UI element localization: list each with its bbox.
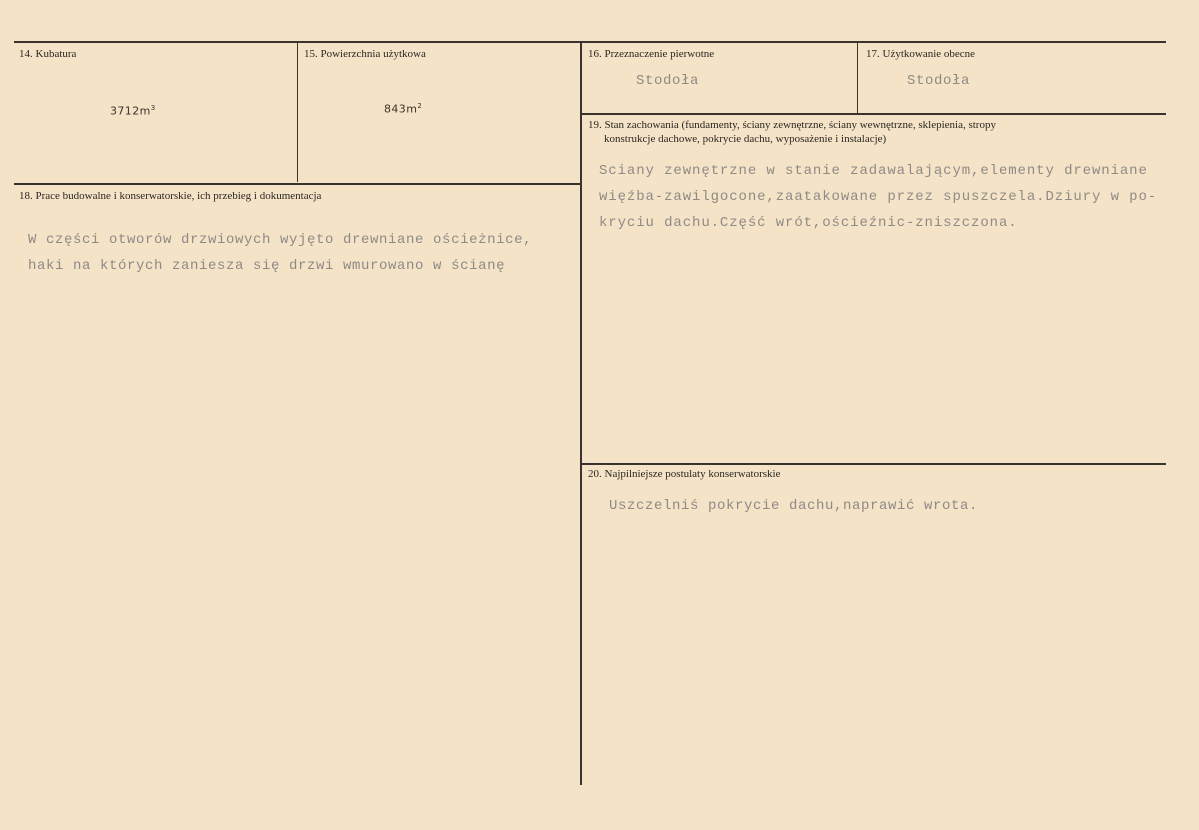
center-divider xyxy=(580,43,582,785)
field-16-label: 16. Przeznaczenie pierwotne xyxy=(588,48,715,60)
field-15-label: 15. Powierzchnia użytkowa xyxy=(304,48,426,60)
field-15-value xyxy=(384,102,422,116)
field-18-label: 18. Prace budowalne i konserwatorskie, ich przebieg i dokumentacja xyxy=(19,190,322,202)
field-14-unit-sup: 3 xyxy=(150,104,156,112)
field-19-label-line-2: konstrukcje dachowe, pokrycie dachu, wyposażenie i instalacje) xyxy=(604,133,887,145)
field-14-value xyxy=(110,104,156,118)
field-19-label-line-1: 19. Stan zachowania (fundamenty, ściany zewnętrzne, ściany wewnętrzne, sklepienia, stropy xyxy=(588,119,996,131)
field-19-text xyxy=(599,158,1157,236)
field-18-line-2: haki na których zaniesza się drzwi wmurowano w ścianę xyxy=(28,258,506,274)
field-20-label: 20. Najpilniejsze postulaty konserwatorskie xyxy=(588,468,781,480)
field-14-number: 3712m xyxy=(110,104,151,118)
field-15-number: 843m xyxy=(384,102,418,116)
field-19-line-3: kryciu dachu.Część wrót,ościeźnic-zniszczona. xyxy=(599,215,1018,231)
rule-below-14-15 xyxy=(14,183,582,185)
divider-16-17 xyxy=(857,43,858,113)
rule-below-16-17 xyxy=(582,113,1166,115)
field-18-text xyxy=(28,227,532,279)
field-15-unit-sup: 2 xyxy=(417,102,423,110)
field-18-line-1: W części otworów drzwiowych wyjęto drewniane ościeżnice, xyxy=(28,232,533,248)
divider-14-15 xyxy=(297,43,298,182)
field-16-value: Stodoła xyxy=(636,73,700,89)
field-19-line-2: więźba-zawilgocone,zaatakowane przez spuszczela.Dziury w po- xyxy=(599,189,1158,205)
field-17-value: Stodoła xyxy=(907,73,971,89)
field-19-line-1: Sciany zewnętrzne w stanie zadawalającym,elementy drewniane xyxy=(599,163,1148,179)
field-20-value: Uszczelniś pokrycie dachu,naprawić wrota. xyxy=(609,498,979,514)
field-14-label: 14. Kubatura xyxy=(19,48,77,60)
top-rule xyxy=(14,41,1166,43)
field-17-label: 17. Użytkowanie obecne xyxy=(866,48,976,60)
rule-above-20 xyxy=(582,463,1166,465)
